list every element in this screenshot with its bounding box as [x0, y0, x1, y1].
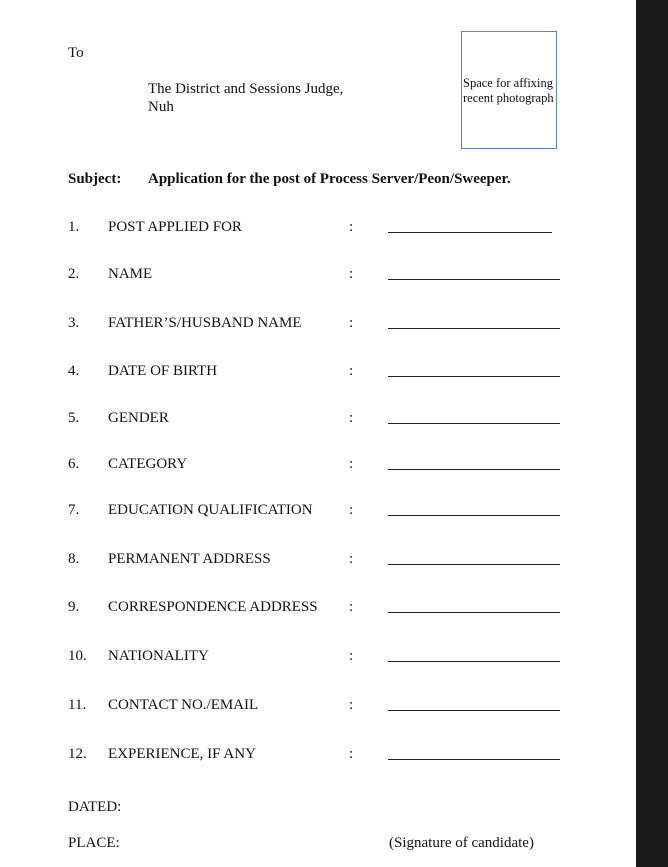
place-label: PLACE: — [68, 835, 120, 851]
field-label: CORRESPONDENCE ADDRESS — [108, 599, 318, 615]
blank-line[interactable] — [388, 469, 560, 470]
field-number: 11. — [68, 697, 87, 713]
photo-caption-line-1: Space for affixing — [463, 76, 554, 90]
form-row-gender — [0, 409, 636, 431]
field-number: 9. — [68, 599, 80, 615]
blank-line[interactable] — [388, 279, 560, 280]
form-row-education — [0, 501, 636, 523]
field-number: 7. — [68, 502, 80, 518]
blank-line[interactable] — [388, 759, 560, 760]
field-label: PERMANENT ADDRESS — [108, 551, 271, 567]
form-row-father-husband-name — [0, 314, 636, 336]
field-number: 6. — [68, 456, 80, 472]
blank-line[interactable] — [388, 328, 560, 329]
field-colon: : — [349, 315, 354, 331]
form-row-category — [0, 455, 636, 477]
blank-line[interactable] — [388, 661, 560, 662]
photo-box — [461, 31, 557, 149]
dated-label: DATED: — [68, 799, 122, 815]
blank-line[interactable] — [388, 423, 560, 424]
field-label: EDUCATION QUALIFICATION — [108, 502, 313, 518]
addressee-line-1: The District and Sessions Judge, — [148, 81, 344, 97]
blank-line[interactable] — [388, 515, 560, 516]
addressee-line-2: Nuh — [148, 99, 174, 115]
field-label: POST APPLIED FOR — [108, 219, 242, 235]
field-number: 10. — [68, 648, 87, 664]
field-colon: : — [349, 219, 354, 235]
subject-text: Application for the post of Process Server/Peon/Sweeper. — [148, 171, 511, 187]
field-colon: : — [349, 502, 354, 518]
form-row-nationality — [0, 647, 636, 669]
field-label: NATIONALITY — [108, 648, 209, 664]
blank-line[interactable] — [388, 612, 560, 613]
field-number: 12. — [68, 746, 87, 762]
field-number: 8. — [68, 551, 80, 567]
blank-line[interactable] — [388, 232, 552, 233]
form-row-name — [0, 265, 636, 287]
form-row-date-of-birth — [0, 362, 636, 384]
form-row-post-applied — [0, 218, 636, 240]
field-label: DATE OF BIRTH — [108, 363, 218, 379]
field-label: CATEGORY — [108, 456, 188, 472]
field-label: CONTACT NO./EMAIL — [108, 697, 259, 713]
page-edge-shadow — [636, 0, 668, 867]
photo-box-caption — [462, 76, 556, 106]
field-label: EXPERIENCE, IF ANY — [108, 746, 256, 762]
field-label: GENDER — [108, 410, 169, 426]
field-colon: : — [349, 551, 354, 567]
blank-line[interactable] — [388, 564, 560, 565]
form-row-correspondence-address — [0, 598, 636, 620]
field-colon: : — [349, 456, 354, 472]
to-label: To — [68, 45, 84, 61]
field-colon: : — [349, 648, 354, 664]
subject-label: Subject: — [68, 171, 122, 187]
field-label: FATHER’S/HUSBAND NAME — [108, 315, 302, 331]
field-colon: : — [349, 746, 354, 762]
photo-caption-line-2: recent photograph — [463, 91, 554, 105]
field-number: 2. — [68, 266, 80, 282]
field-colon: : — [349, 266, 354, 282]
signature-label: (Signature of candidate) — [389, 835, 534, 851]
field-number: 3. — [68, 315, 80, 331]
form-row-contact — [0, 696, 636, 718]
field-label: NAME — [108, 266, 153, 282]
field-colon: : — [349, 697, 354, 713]
form-row-permanent-address — [0, 550, 636, 572]
blank-line[interactable] — [388, 376, 560, 377]
field-colon: : — [349, 599, 354, 615]
field-colon: : — [349, 410, 354, 426]
field-number: 1. — [68, 219, 80, 235]
field-colon: : — [349, 363, 354, 379]
blank-line[interactable] — [388, 710, 560, 711]
form-row-experience — [0, 745, 636, 767]
field-number: 5. — [68, 410, 80, 426]
field-number: 4. — [68, 363, 80, 379]
